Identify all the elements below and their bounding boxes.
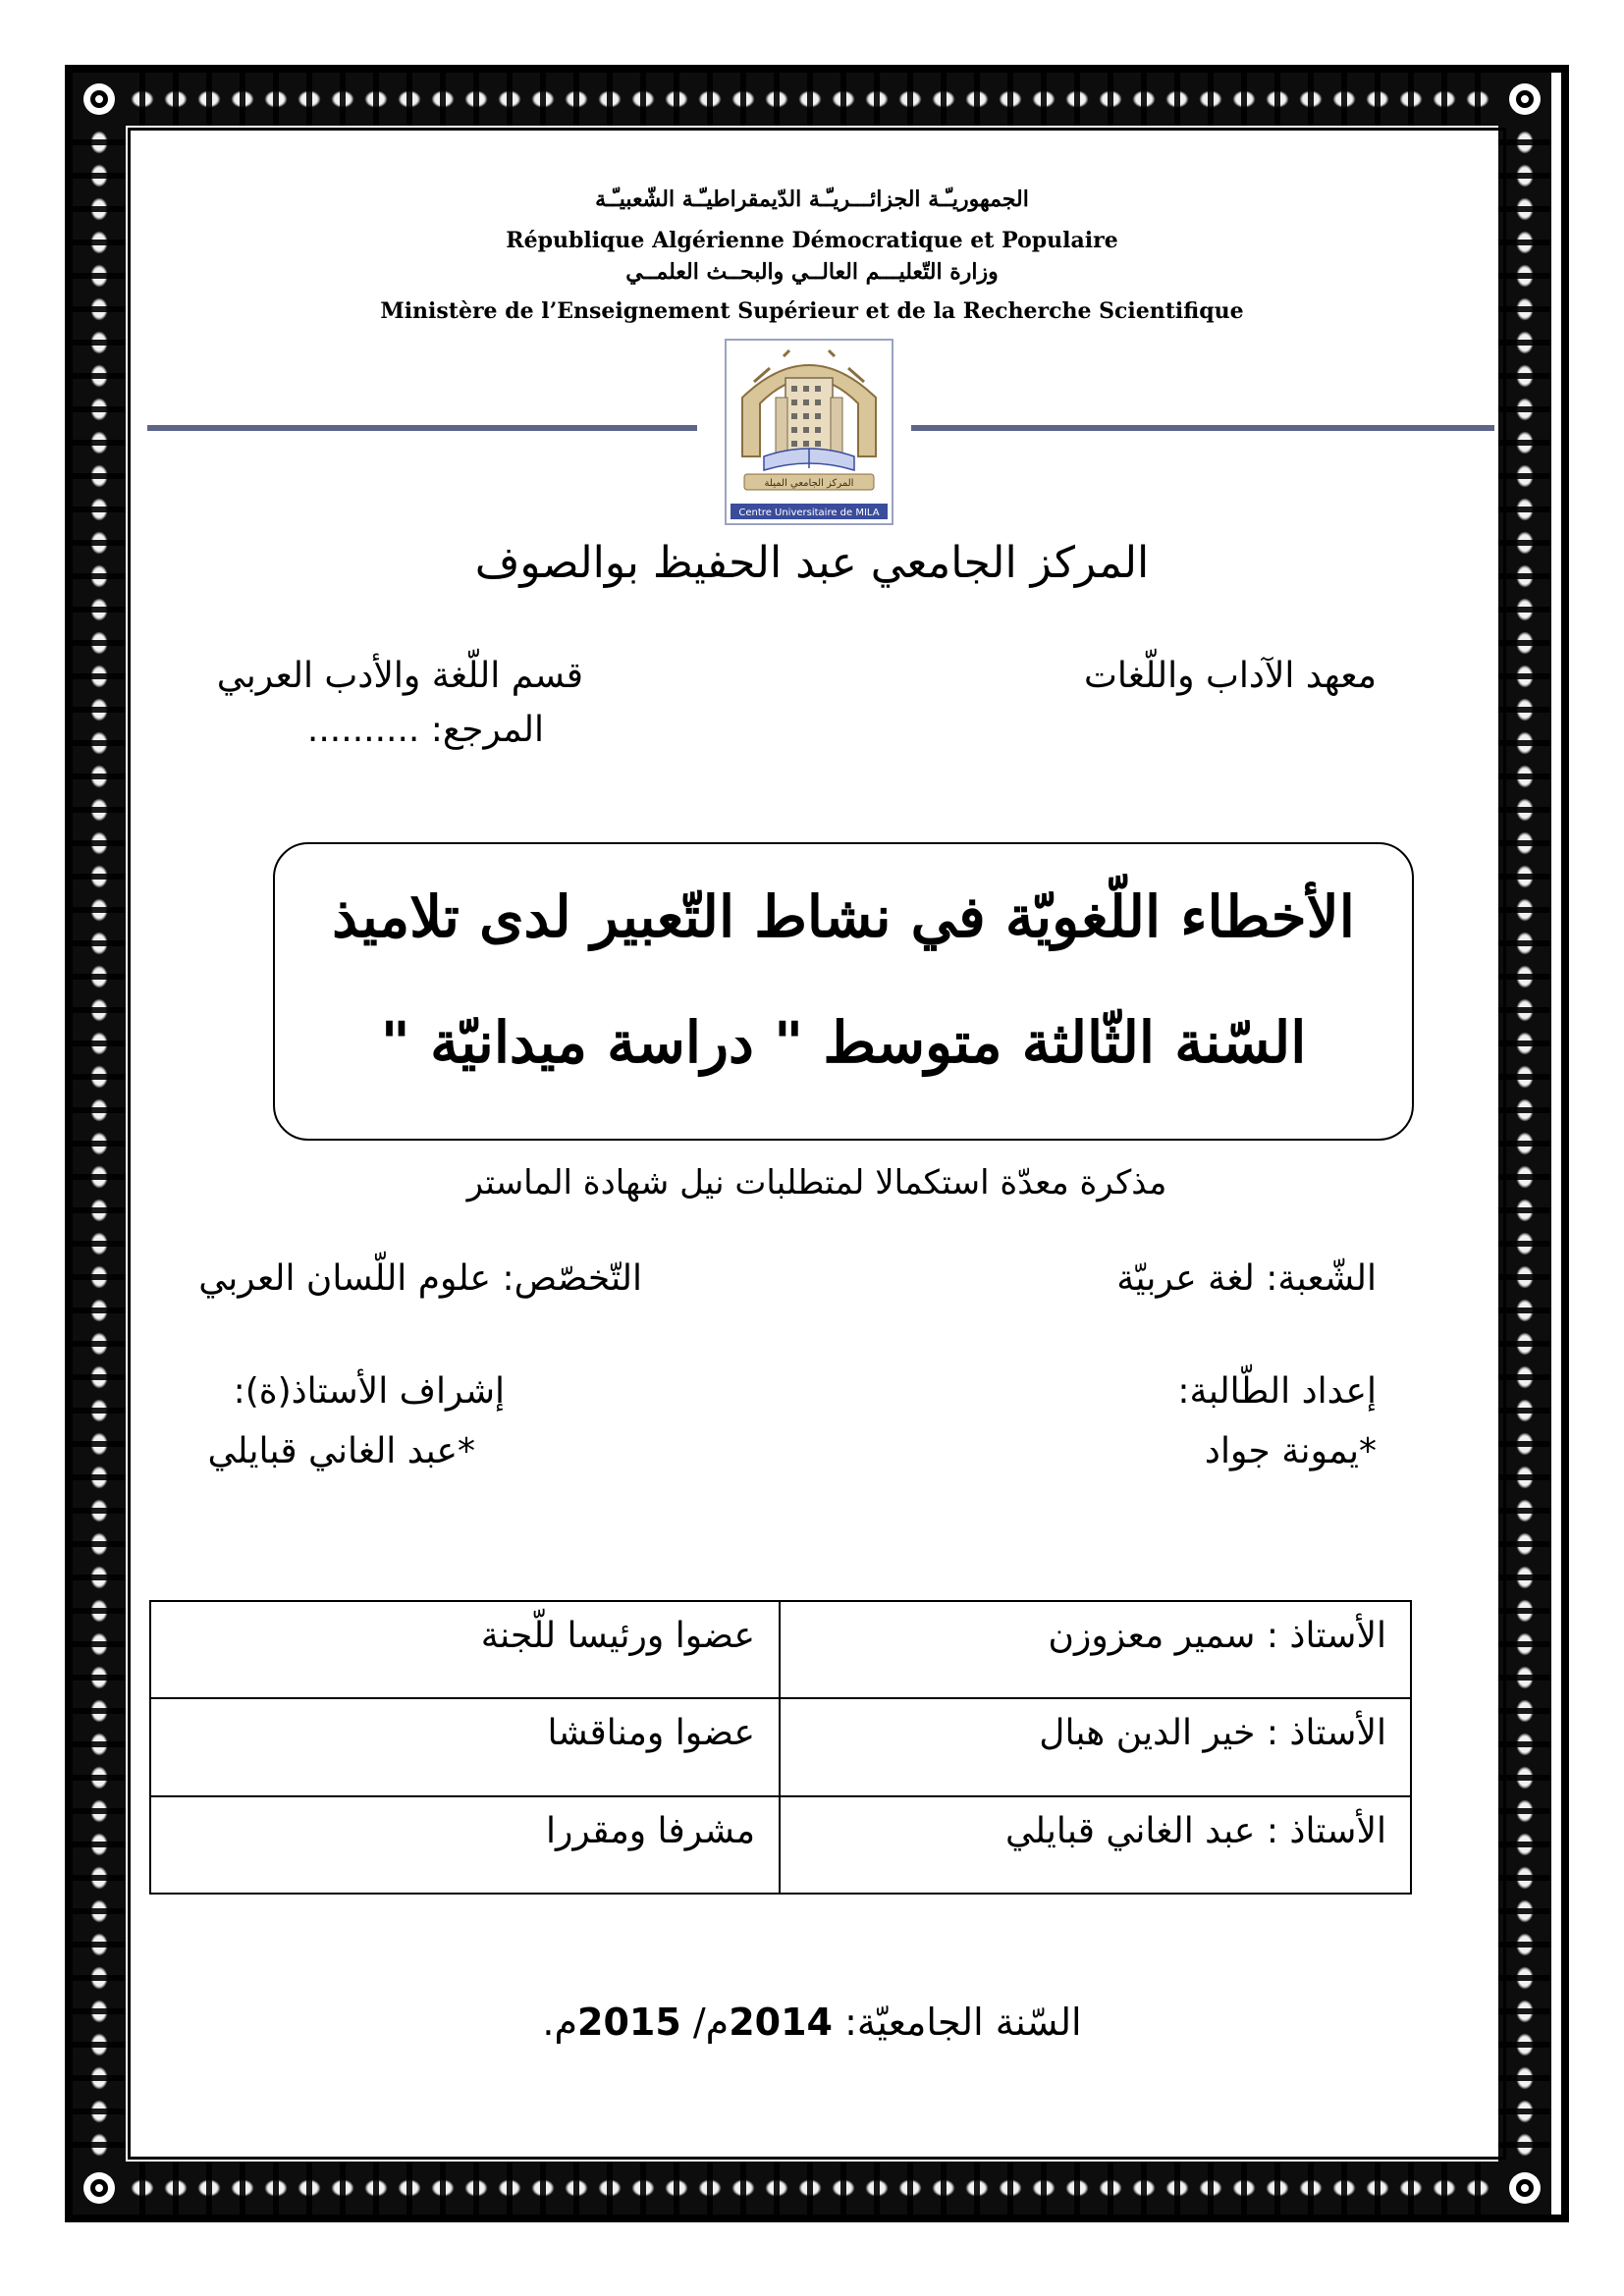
jury-table bbox=[149, 1600, 1412, 1895]
jury-member-role: عضوا ورئيسا للّجنة bbox=[150, 1601, 780, 1698]
frame-border-bottom bbox=[126, 2162, 1498, 2215]
table-row bbox=[150, 1601, 1411, 1698]
frame-border-right bbox=[1498, 126, 1551, 2162]
ministry-name-french: Ministère de l’Enseignement Supérieur et de la Recherche Scientifique bbox=[380, 298, 1244, 324]
university-logo bbox=[725, 339, 893, 525]
republic-name-french: République Algérienne Démocratique et Populaire bbox=[506, 228, 1118, 253]
study-branch: الشّعبة: لغة عربيّة bbox=[1116, 1258, 1377, 1299]
corner-ornament-icon bbox=[1498, 73, 1551, 126]
corner-ornament-icon bbox=[1498, 2162, 1551, 2215]
frame-border-top bbox=[126, 73, 1498, 126]
academic-year-start: 2014 bbox=[729, 2001, 833, 2044]
reference-number: المرجع: .......... bbox=[306, 710, 544, 750]
supervisor-label: إشراف الأستاذ(ة): bbox=[233, 1371, 505, 1412]
jury-member-role: عضوا ومناقشا bbox=[150, 1698, 780, 1795]
academic-year-separator: م/ bbox=[692, 2001, 730, 2044]
thesis-purpose: مذكرة معدّة استكمالا لمتطلبات نيل شهادة الماستر bbox=[466, 1163, 1167, 1202]
table-row bbox=[150, 1796, 1411, 1894]
header-rule-right bbox=[911, 425, 1494, 431]
jury-member-name: الأستاذ : عبد الغاني قبايلي bbox=[780, 1796, 1411, 1894]
student-name: *يمونة جواد bbox=[1204, 1431, 1377, 1471]
logo-banner-text: المركز الجامعي الميلة bbox=[764, 478, 854, 489]
department-name: قسم اللّغة والأدب العربي bbox=[216, 656, 583, 696]
thesis-title-line2: السّنة الثّالثة متوسط " دراسة ميدانيّة " bbox=[380, 1009, 1307, 1076]
frame-border-left bbox=[73, 126, 126, 2162]
academic-year-end: 2015 bbox=[577, 2001, 681, 2044]
republic-name-arabic: الجمهوريـّـة الجزائـــريـّـة الدّيمقراطيـّـة الشّعبيـّـة bbox=[595, 187, 1029, 212]
university-center-name: المركز الجامعي عبد الحفيظ بوالصوف bbox=[474, 538, 1150, 588]
study-specialty: التّخصّص: علوم اللّسان العربي bbox=[198, 1258, 642, 1299]
logo-caption: Centre Universitaire de MILA bbox=[738, 507, 880, 518]
jury-member-name: الأستاذ : سمير معزوزن bbox=[780, 1601, 1411, 1698]
jury-member-role: مشرفا ومقررا bbox=[150, 1796, 780, 1894]
academic-year bbox=[0, 2001, 1624, 2044]
academic-year-label: السّنة الجامعيّة: bbox=[844, 2001, 1082, 2044]
corner-ornament-icon bbox=[73, 73, 126, 126]
supervisor-name: *عبد الغاني قبايلي bbox=[207, 1431, 475, 1471]
ministry-name-arabic: وزارة التّعليـــم العالــي والبحــث العلمــي bbox=[625, 259, 999, 285]
prepared-by-label: إعداد الطّالبة: bbox=[1177, 1371, 1377, 1412]
jury-member-name: الأستاذ : خير الدين هبال bbox=[780, 1698, 1411, 1795]
thesis-title-line1: الأخطاء اللّغويّة في نشاط التّعبير لدى تلاميذ bbox=[332, 883, 1355, 950]
header-rule-left bbox=[147, 425, 697, 431]
table-row bbox=[150, 1698, 1411, 1795]
corner-ornament-icon bbox=[73, 2162, 126, 2215]
academic-year-suffix: م. bbox=[542, 2001, 577, 2044]
institute-name: معهد الآداب واللّغات bbox=[1084, 656, 1377, 696]
